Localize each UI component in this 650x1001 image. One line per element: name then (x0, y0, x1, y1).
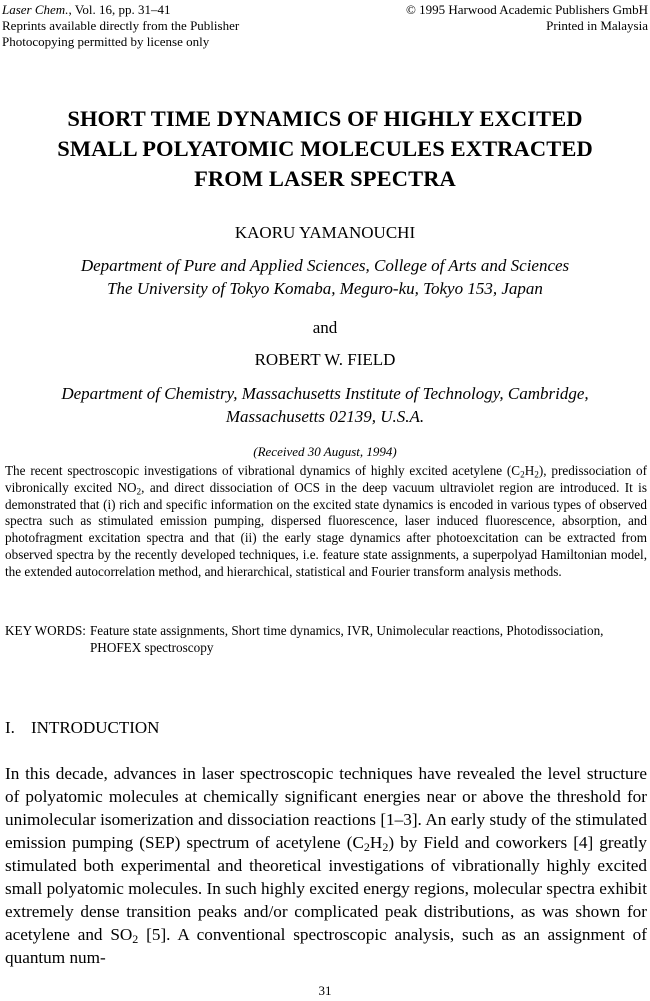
section-title: INTRODUCTION (31, 718, 160, 737)
intro-text-1: In this decade, advances in laser spectroscopic techniques have revealed the level structure of polyatomic molecules at chemically significant energies near or above the threshold for unimolecular isomerization and dissociation reactions [1–3]. An early study of the stimulated emission pumping (SEP) spectrum of acetylene (C (5, 764, 647, 852)
intro-text-4: [5]. A conventional spectroscopic analysis, such as an assignment of quantum num- (5, 925, 647, 967)
running-header-left (2, 2, 239, 50)
abstract-text-2: H (524, 463, 535, 478)
reprints-notice: Reprints available directly from the Publisher (2, 18, 240, 33)
abstract-text-1: The recent spectroscopic investigations of vibrational dynamics of highly excited acetylene (C (5, 463, 521, 478)
abstract-text-3: ), predissociation of vibronically excited NO (5, 463, 647, 495)
keywords (5, 623, 647, 657)
paper-title (0, 104, 650, 194)
section-number: I. (5, 718, 15, 737)
copyright-notice: © 1995 Harwood Academic Publishers GmbH (405, 2, 648, 17)
author-affiliation-1 (0, 254, 650, 300)
intro-text-2: H (369, 833, 383, 852)
subscript: 2 (363, 840, 370, 854)
keywords-label: KEY WORDS: (5, 623, 86, 638)
printed-in: Printed in Malaysia (546, 18, 648, 33)
introduction-paragraph (5, 762, 647, 969)
journal-name: Laser Chem. (2, 2, 69, 17)
subscript: 2 (132, 932, 139, 946)
intro-text-3: ) by Field and coworkers [4] greatly stimulated both experimental and theoretical investigations of vibrationally highly excited small polyatomic molecules. In such highly excited energy regions, molecular spectra exhibit extremely dense transition peaks and/or complicated peak distributions, as was shown for acetylene and SO (5, 833, 647, 944)
subscript: 2 (520, 469, 525, 480)
abstract (5, 463, 647, 581)
received-date: (Received 30 August, 1994) (253, 444, 397, 459)
title-line-2: SMALL POLYATOMIC MOLECULES EXTRACTED (57, 136, 593, 161)
subscript: 2 (382, 840, 389, 854)
author-name-1: KAORU YAMANOUCHI (234, 223, 416, 242)
title-line-3: FROM LASER SPECTRA (194, 166, 456, 191)
title-line-1: SHORT TIME DYNAMICS OF HIGHLY EXCITED (67, 106, 583, 131)
author-affiliation-2 (0, 382, 650, 428)
section-heading (5, 718, 159, 738)
photocopying-notice: Photocopying permitted by license only (2, 34, 210, 49)
running-header-right (406, 2, 648, 34)
affiliation-1-line-1: Department of Pure and Applied Sciences, College of Arts and Sciences (80, 256, 570, 275)
journal-citation (2, 2, 239, 18)
page-number: 31 (318, 983, 332, 998)
citation-volume-pages: , Vol. 16, pp. 31–41 (68, 2, 171, 17)
keywords-list: Feature state assignments, Short time dynamics, IVR, Unimolecular reactions, Photodissociation, PHOFEX spectroscopy (89, 623, 604, 655)
affiliation-1-line-2: The University of Tokyo Komaba, Meguro-ku, Tokyo 153, Japan (107, 279, 543, 298)
author-name-2: ROBERT W. FIELD (254, 350, 396, 369)
subscript: 2 (136, 486, 142, 497)
author-conjunction: and (312, 318, 338, 337)
affiliation-2-line-2: Massachusetts 02139, U.S.A. (225, 407, 425, 426)
affiliation-2-line-1: Department of Chemistry, Massachusetts Institute of Technology, Cambridge, (61, 384, 589, 403)
abstract-text-4: , and direct dissociation of OCS in the deep vacuum ultraviolet region are introduced. It is demonstrated that (i) rich and specific information on the excited state dynamics is encoded in various types of observed spectra such as stimulated emission pumping, dispersed fluorescence, laser induced fluorescence, absorption, and photofragment excitation spectra and that (ii) the early stage dynamics after photoexcitation can be extracted from observed spectra by the recently developed techniques, i.e. feature state assignments, a superpolyad Hamiltonian model, the extended autocorrelation method, and hierarchical, statistical and Fourier transform analysis methods. (5, 479, 647, 579)
subscript: 2 (534, 469, 539, 480)
